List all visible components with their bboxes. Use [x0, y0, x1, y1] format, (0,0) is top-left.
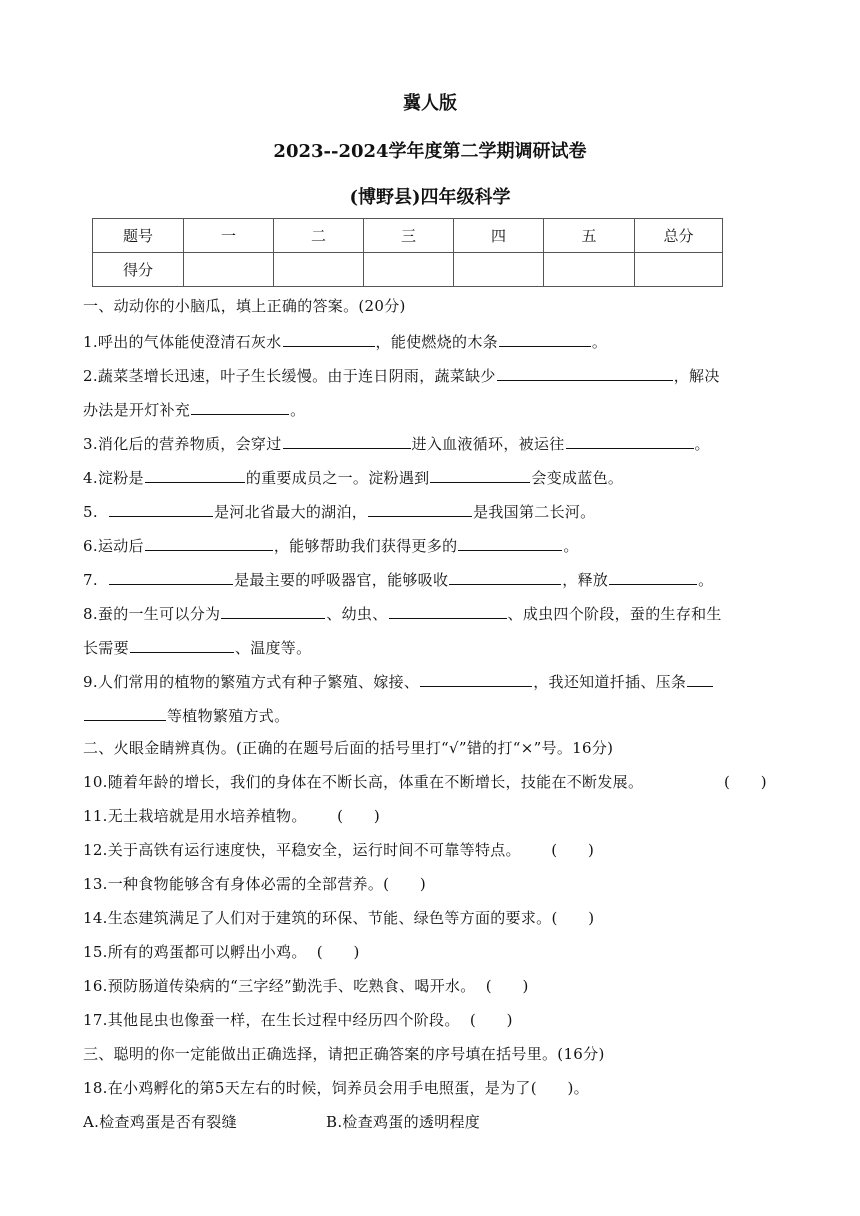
- question-8: [83, 602, 722, 624]
- q11-text: 11.无土栽培就是用水培养植物。: [83, 807, 307, 825]
- question-8-cont: [83, 636, 311, 658]
- question-17: [83, 1010, 513, 1030]
- q17-text: 17.其他昆虫也像蚕一样，在生长过程中经历四个阶段。: [83, 1011, 460, 1029]
- score-header-cell: 三: [364, 219, 454, 253]
- answer-blank[interactable]: [130, 636, 234, 653]
- score-cell[interactable]: [544, 253, 635, 287]
- question-18: 18.在小鸡孵化的第5天左右的时候，饲养员会用手电照蛋，是为了( )。: [83, 1079, 589, 1097]
- score-header-cell: 五: [544, 219, 635, 253]
- answer-blank[interactable]: [687, 670, 713, 687]
- answer-paren[interactable]: ( ): [383, 875, 427, 893]
- question-14: [83, 908, 594, 928]
- q14-text: 14.生态建筑满足了人们对于建筑的环保、节能、绿色等方面的要求。: [83, 909, 552, 927]
- question-3: [83, 432, 710, 454]
- answer-blank[interactable]: [145, 466, 245, 483]
- section-2-title: 二、火眼金睛辨真伪。(正确的在题号后面的括号里打“√”错的打“×”号。16分): [83, 739, 614, 757]
- q2-text: ，解决: [673, 367, 720, 385]
- question-2-cont: [83, 398, 305, 420]
- q15-text: 15.所有的鸡蛋都可以孵出小鸡。: [83, 943, 307, 961]
- q3-text: 3.消化后的营养物质，会穿过: [83, 435, 282, 453]
- score-table-header-row: [93, 219, 723, 253]
- q7-text: 。: [698, 571, 714, 589]
- q8-text: 、温度等。: [234, 639, 312, 657]
- answer-blank[interactable]: [566, 432, 694, 449]
- score-header-cell: 二: [274, 219, 364, 253]
- q6-text: ，能够帮助我们获得更多的: [273, 537, 458, 555]
- q7-text: 是最主要的呼吸器官，能够吸收: [234, 571, 449, 589]
- question-5: [83, 500, 595, 522]
- question-11: [83, 806, 380, 826]
- q3-text: 进入血液循环，被运往: [411, 435, 565, 453]
- score-header-cell: 一: [184, 219, 274, 253]
- section-1-title: 一、动动你的小脑瓜，填上正确的答案。(20分): [83, 297, 406, 315]
- answer-blank[interactable]: [497, 364, 673, 381]
- score-header-cell: 四: [454, 219, 544, 253]
- answer-blank[interactable]: [84, 704, 166, 721]
- q4-text: 4.淀粉是: [83, 469, 144, 487]
- score-header-cell: 总分: [635, 219, 723, 253]
- question-2: [83, 364, 720, 386]
- answer-paren[interactable]: ( ): [316, 943, 360, 961]
- q8-text: 、幼虫、: [326, 605, 388, 623]
- answer-blank[interactable]: [109, 568, 233, 585]
- answer-blank[interactable]: [458, 534, 562, 551]
- score-table-score-row: [93, 253, 723, 287]
- exam-subtitle: (博野县)四年级科学: [349, 187, 511, 208]
- answer-blank[interactable]: [389, 602, 507, 619]
- q5-text: 是我国第二长河。: [473, 503, 596, 521]
- score-cell[interactable]: [274, 253, 364, 287]
- q2-text: 办法是开灯补充: [83, 401, 191, 419]
- q5-text: 5.: [83, 503, 98, 521]
- answer-blank[interactable]: [191, 398, 289, 415]
- score-table: [92, 218, 723, 287]
- question-16: [83, 976, 529, 996]
- q18-option-a[interactable]: A.检查鸡蛋是否有裂缝: [83, 1113, 237, 1131]
- q4-text: 会变成蓝色。: [531, 469, 624, 487]
- q8-text: 8.蚕的一生可以分为: [83, 605, 221, 623]
- q13-text: 13.一种食物能够含有身体必需的全部营养。: [83, 875, 384, 893]
- q5-text: 是河北省最大的湖泊，: [214, 503, 368, 521]
- answer-blank[interactable]: [430, 466, 530, 483]
- answer-paren[interactable]: ( ): [551, 909, 595, 927]
- q18-option-b[interactable]: B.检查鸡蛋的透明程度: [326, 1113, 481, 1131]
- answer-blank[interactable]: [449, 568, 561, 585]
- q1-text: 1.呼出的气体能使澄清石灰水: [83, 333, 282, 351]
- score-header-cell: 题号: [93, 219, 184, 253]
- q7-text: 7.: [83, 571, 98, 589]
- section-3-title: 三、聪明的你一定能做出正确选择，请把正确答案的序号填在括号里。(16分): [83, 1045, 605, 1063]
- answer-paren[interactable]: ( ): [485, 977, 529, 995]
- q4-text: 的重要成员之一。淀粉遇到: [245, 469, 430, 487]
- answer-paren[interactable]: ( ): [469, 1011, 513, 1029]
- answer-blank[interactable]: [145, 534, 273, 551]
- q1-text: 。: [591, 333, 608, 351]
- score-row-label: 得分: [93, 253, 184, 287]
- question-15: [83, 942, 360, 962]
- q9-text: ，我还知道扦插、压条: [533, 673, 687, 691]
- q16-text: 16.预防肠道传染病的“三字经”勤洗手、吃熟食、喝开水。: [83, 977, 476, 995]
- q8-text: 、成虫四个阶段，蚕的生存和生: [507, 605, 722, 623]
- q3-text: 。: [694, 435, 710, 453]
- answer-blank[interactable]: [420, 670, 532, 687]
- answer-blank[interactable]: [283, 330, 375, 347]
- q9-text: 等植物繁殖方式。: [167, 707, 290, 725]
- q10-text: 10.随着年龄的增长，我们的身体在不断长高，体重在不断增长，技能在不断发展。: [83, 773, 644, 791]
- score-cell[interactable]: [635, 253, 723, 287]
- answer-blank[interactable]: [283, 432, 411, 449]
- edition-title: 冀人版: [403, 93, 457, 114]
- answer-blank[interactable]: [609, 568, 697, 585]
- question-12: [83, 840, 594, 860]
- score-cell[interactable]: [454, 253, 544, 287]
- q1-text: ，能使燃烧的木条: [375, 333, 498, 351]
- score-cell[interactable]: [184, 253, 274, 287]
- answer-paren[interactable]: ( ): [551, 841, 595, 859]
- question-10: [83, 772, 643, 792]
- q6-text: 6.运动后: [83, 537, 144, 555]
- q12-text: 12.关于高铁有运行速度快，平稳安全，运行时间不可靠等特点。: [83, 841, 521, 859]
- q2-text: 2.蔬菜茎增长迅速，叶子生长缓慢。由于连日阴雨，蔬菜缺少: [83, 367, 496, 385]
- question-1: [83, 330, 607, 352]
- q7-text: ，释放: [562, 571, 609, 589]
- question-7: [83, 568, 713, 590]
- answer-blank[interactable]: [221, 602, 325, 619]
- q6-text: 。: [563, 537, 579, 555]
- question-9-cont: [83, 704, 289, 726]
- question-6: [83, 534, 579, 556]
- answer-paren[interactable]: ( ): [337, 807, 380, 825]
- score-cell[interactable]: [364, 253, 454, 287]
- answer-blank[interactable]: [109, 500, 213, 517]
- question-4: [83, 466, 623, 488]
- q2-text: 。: [290, 401, 306, 419]
- answer-blank[interactable]: [368, 500, 472, 517]
- q8-text: 长需要: [83, 639, 129, 657]
- answer-paren[interactable]: ( ): [724, 773, 767, 791]
- question-13: [83, 874, 426, 894]
- exam-title: 2023--2024学年度第二学期调研试卷: [273, 141, 587, 162]
- answer-blank[interactable]: [499, 330, 591, 347]
- question-9: [83, 670, 714, 692]
- q9-text: 9.人们常用的植物的繁殖方式有种子繁殖、嫁接、: [83, 673, 420, 691]
